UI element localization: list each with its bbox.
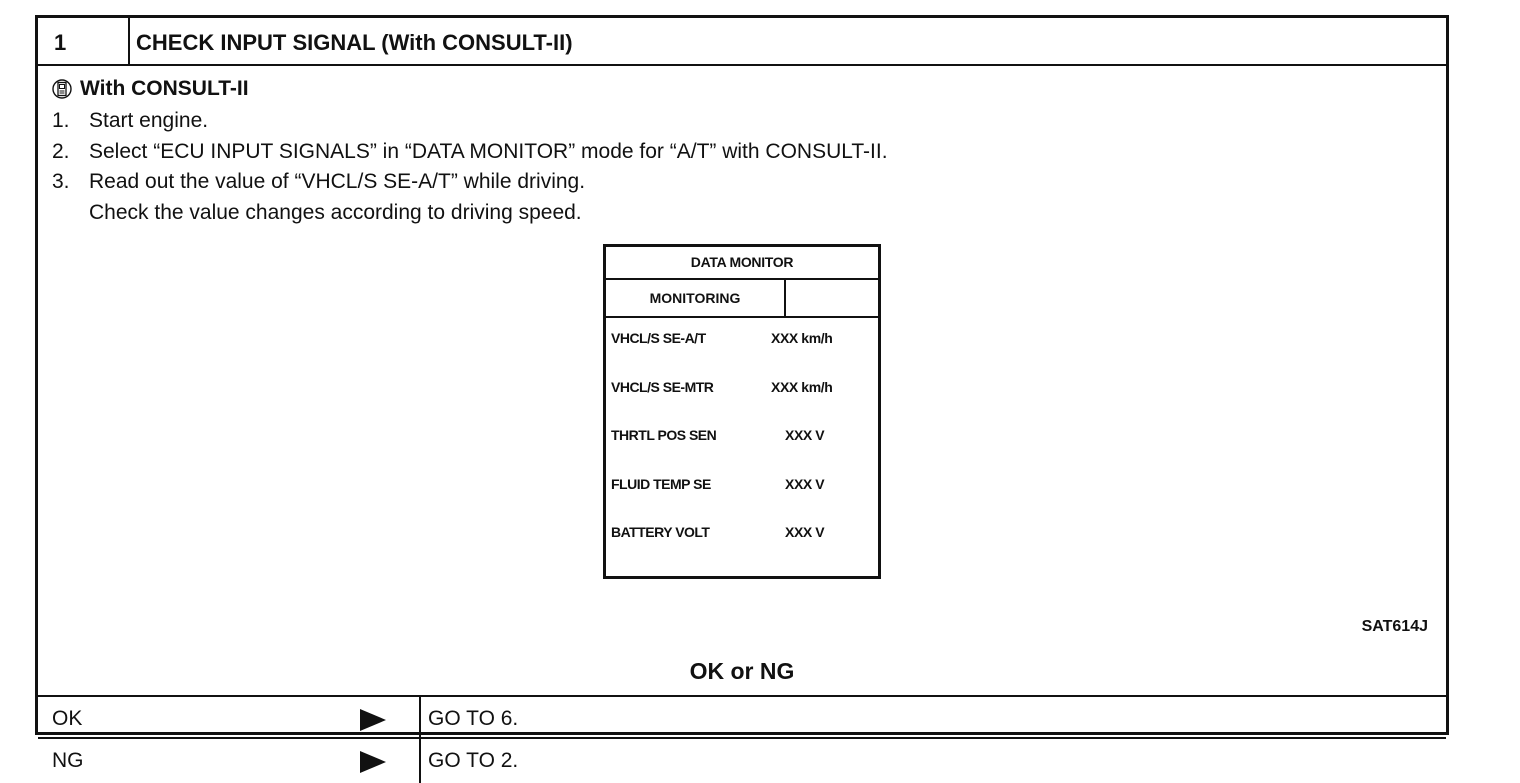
monitor-row bbox=[606, 470, 878, 519]
arrow-right-icon bbox=[360, 709, 386, 731]
result-action: GO TO 2. bbox=[428, 749, 519, 772]
column-divider bbox=[419, 739, 421, 783]
result-label: NG bbox=[52, 749, 84, 772]
monitor-item-value: XXX km/h bbox=[771, 330, 833, 346]
instruction-number: 1. bbox=[52, 109, 70, 132]
instruction-item bbox=[52, 106, 888, 137]
step-number: 1 bbox=[38, 18, 130, 64]
instruction-item bbox=[52, 137, 888, 168]
monitor-item-label: FLUID TEMP SE bbox=[611, 475, 711, 492]
monitor-row bbox=[606, 373, 878, 422]
instruction-item bbox=[52, 167, 888, 198]
result-label: OK bbox=[52, 707, 83, 730]
procedure-frame bbox=[35, 15, 1449, 772]
instruction-text: Select “ECU INPUT SIGNALS” in “DATA MONITOR” mode for “A/T” with CONSULT-II. bbox=[89, 139, 888, 163]
arrow-right-icon bbox=[360, 751, 386, 773]
monitor-item-label: VHCL/S SE-MTR bbox=[611, 378, 714, 395]
result-row-ok bbox=[38, 697, 1446, 739]
monitor-row bbox=[606, 324, 878, 373]
result-action: GO TO 6. bbox=[428, 707, 519, 730]
monitor-item-value: XXX V bbox=[785, 524, 825, 540]
instruction-text: Start engine. bbox=[89, 109, 209, 132]
step-header bbox=[38, 18, 1446, 66]
instruction-text: Read out the value of “VHCL/S SE-A/T” while driving. bbox=[89, 170, 586, 193]
result-heading: OK or NG bbox=[689, 658, 795, 684]
step-title: CHECK INPUT SIGNAL (With CONSULT-II) bbox=[136, 30, 573, 55]
figure-code: SAT614J bbox=[1361, 618, 1428, 635]
monitor-item-label: THRTL POS SEN bbox=[611, 427, 717, 443]
result-table bbox=[38, 695, 1446, 783]
instruction-number: 2. bbox=[52, 139, 70, 163]
monitor-item-label: VHCL/S SE-A/T bbox=[611, 330, 706, 346]
instruction-list bbox=[52, 106, 888, 228]
instruction-number: 3. bbox=[52, 170, 70, 193]
monitor-rows bbox=[606, 318, 878, 567]
monitor-item-value: XXX V bbox=[785, 475, 825, 492]
consult-tool-icon bbox=[52, 78, 72, 100]
monitor-mode: MONITORING bbox=[606, 280, 786, 316]
result-row-ng bbox=[38, 739, 1446, 783]
consult-label: With CONSULT-II bbox=[80, 77, 249, 100]
monitor-item-label: BATTERY VOLT bbox=[611, 524, 710, 540]
monitor-row bbox=[606, 518, 878, 567]
instruction-continuation: Check the value changes according to driving speed. bbox=[89, 200, 582, 224]
monitor-item-value: XXX V bbox=[785, 427, 825, 443]
monitor-row bbox=[606, 421, 878, 470]
data-monitor-screen bbox=[603, 244, 881, 579]
monitor-mode-row bbox=[606, 280, 878, 318]
monitor-item-value: XXX km/h bbox=[771, 378, 833, 395]
consult-heading bbox=[52, 77, 249, 101]
column-divider bbox=[419, 697, 421, 737]
monitor-title: DATA MONITOR bbox=[606, 247, 878, 280]
